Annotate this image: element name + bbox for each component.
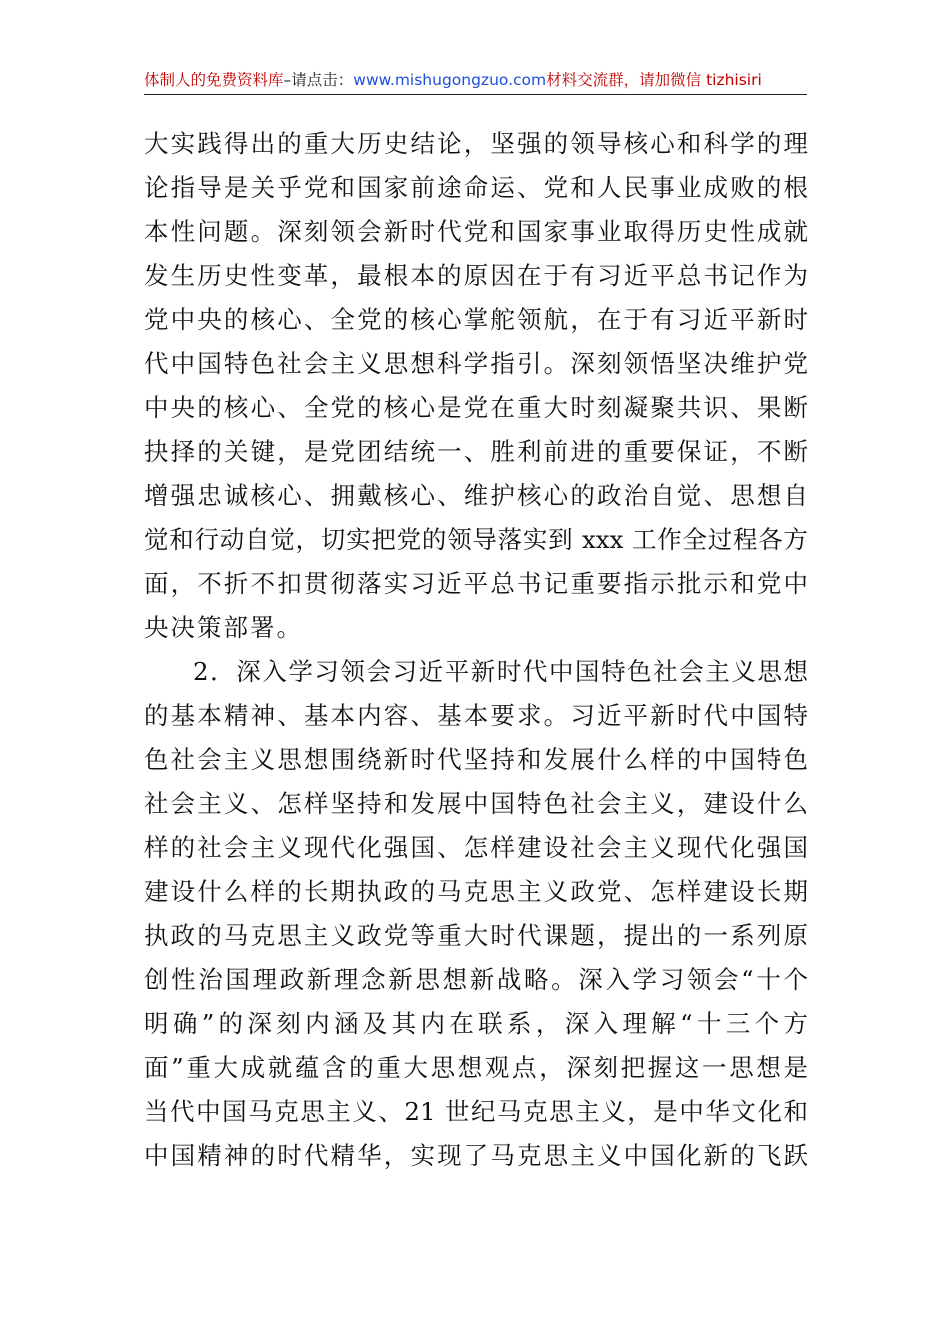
paragraph-line: 创性治国理政新理念新思想新战略。深入学习领会“十个 [144, 965, 808, 994]
paragraph-line: 本性问题。深刻领会新时代党和国家事业取得历史性成就 [144, 217, 808, 246]
paragraph-line: 代中国特色社会主义思想科学指引。深刻领悟坚决维护党 [144, 349, 808, 378]
paragraph-line: 大实践得出的重大历史结论，坚强的领导核心和科学的理 [144, 129, 808, 158]
header-prompt: –请点击： [283, 71, 354, 89]
paragraph-line: 样的社会主义现代化强国、怎样建设社会主义现代化强国 [144, 833, 808, 862]
section-heading-line: 2．深入学习领会习近平新时代中国特色社会主义思想 [193, 657, 808, 686]
paragraph-line: 党中央的核心、全党的核心掌舵领航，在于有习近平新时 [144, 305, 808, 334]
paragraph-line: 增强忠诚核心、拥戴核心、维护核心的政治自觉、思想自 [144, 481, 808, 510]
paragraph-line: 面，不折不扣贯彻落实习近平总书记重要指示批示和党中 [144, 569, 808, 598]
header-contact: 材料交流群，请加微信 tizhisiri [546, 71, 762, 89]
paragraph-line: 建设什么样的长期执政的马克思主义政党、怎样建设长期 [144, 877, 808, 906]
paragraph-line: 执政的马克思主义政党等重大时代课题，提出的一系列原 [144, 921, 808, 950]
paragraph-line: 的基本精神、基本内容、基本要求。习近平新时代中国特 [144, 701, 808, 730]
document-body [144, 122, 808, 1178]
paragraph-line: 抉择的关键，是党团结统一、胜利前进的重要保证，不断 [144, 437, 808, 466]
paragraph-line: 觉和行动自觉，切实把党的领导落实到 xxx 工作全过程各方 [144, 525, 808, 554]
header-url-link[interactable]: www.mishugongzuo.com [353, 71, 547, 89]
paragraph-line: 中央的核心、全党的核心是党在重大时刻凝聚共识、果断 [144, 393, 808, 422]
paragraph-line: 色社会主义思想围绕新时代坚持和发展什么样的中国特色 [144, 745, 808, 774]
paragraph-line: 当代中国马克思主义、21 世纪马克思主义，是中华文化和 [144, 1097, 808, 1126]
paragraph-line: 面”重大成就蕴含的重大思想观点，深刻把握这一思想是 [144, 1053, 808, 1082]
paragraph-line: 央决策部署。 [144, 613, 303, 642]
paragraph-line: 社会主义、怎样坚持和发展中国特色社会主义，建设什么 [144, 789, 808, 818]
page-header [144, 66, 807, 95]
paragraph-line: 发生历史性变革，最根本的原因在于有习近平总书记作为 [144, 261, 808, 290]
paragraph-line: 明确”的深刻内涵及其内在联系，深入理解“十三个方 [144, 1009, 808, 1038]
paragraph-line: 论指导是关乎党和国家前途命运、党和人民事业成败的根 [144, 173, 808, 202]
header-brand: 体制人的免费资料库 [144, 71, 284, 89]
paragraph-line: 中国精神的时代精华，实现了马克思主义中国化新的飞跃 [144, 1141, 808, 1170]
